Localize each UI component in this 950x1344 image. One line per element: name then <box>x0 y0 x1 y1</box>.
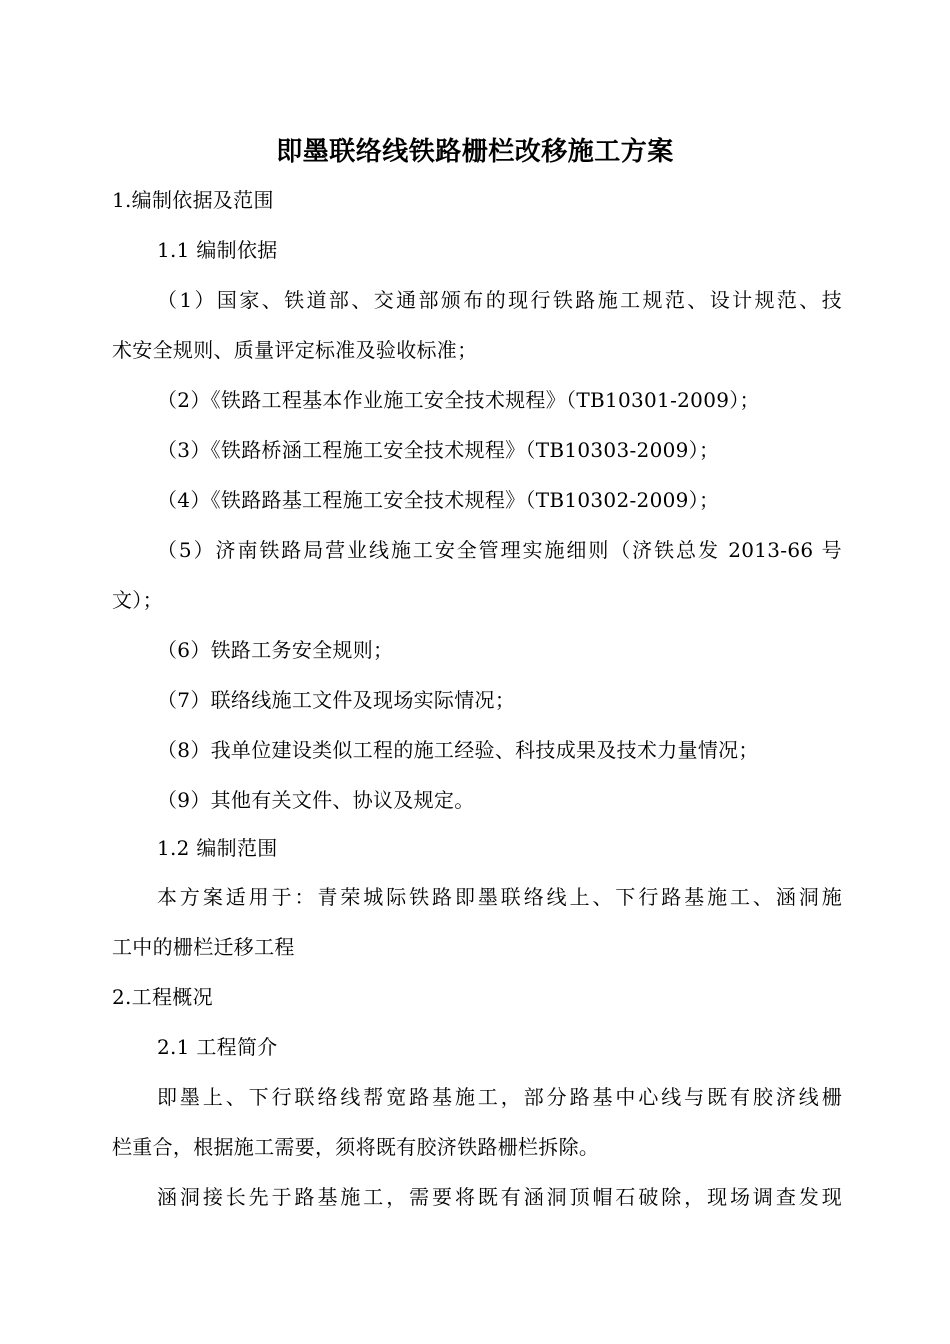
paragraph-line: 术安全规则、质量评定标准及验收标准； <box>112 338 478 362</box>
document-title: 即墨联络线铁路栅栏改移施工方案 <box>276 137 674 167</box>
paragraph-line: （4）《铁路路基工程施工安全技术规程》（TB10302-2009）； <box>157 488 720 512</box>
subsection-heading-2-1: 2.1 工程简介 <box>157 1035 278 1059</box>
section-heading-2: 2.工程概况 <box>112 985 213 1009</box>
paragraph-line: （6）铁路工务安全规则； <box>157 638 394 662</box>
paragraph-line: （5）济南铁路局营业线施工安全管理实施细则（济铁总发 2013-66 号 <box>157 538 842 562</box>
subsection-heading-1-1: 1.1 编制依据 <box>157 238 278 262</box>
paragraph-line: （2）《铁路工程基本作业施工安全技术规程》（TB10301-2009）； <box>157 388 760 412</box>
paragraph-line: 栏重合，根据施工需要，须将既有胶济铁路栅栏拆除。 <box>112 1135 600 1159</box>
subsection-heading-1-2: 1.2 编制范围 <box>157 836 278 860</box>
paragraph-line: 文）； <box>112 588 163 612</box>
paragraph-line: 工中的栅栏迁移工程 <box>112 935 295 959</box>
paragraph-line: （7）联络线施工文件及现场实际情况； <box>157 688 516 712</box>
paragraph-line: 即墨上、下行联络线帮宽路基施工，部分路基中心线与既有胶济线栅 <box>157 1085 842 1109</box>
paragraph-line: （8）我单位建设类似工程的施工经验、科技成果及技术力量情况； <box>157 738 759 762</box>
paragraph-line: （3）《铁路桥涵工程施工安全技术规程》（TB10303-2009）； <box>157 438 720 462</box>
section-heading-1: 1.编制依据及范围 <box>112 188 274 212</box>
paragraph-line: （9）其他有关文件、协议及规定。 <box>157 788 475 812</box>
paragraph-line: （1）国家、铁道部、交通部颁布的现行铁路施工规范、设计规范、技 <box>157 288 842 312</box>
paragraph-line: 涵洞接长先于路基施工，需要将既有涵洞顶帽石破除，现场调查发现 <box>157 1185 842 1209</box>
paragraph-line: 本方案适用于：青荣城际铁路即墨联络线上、下行路基施工、涵洞施 <box>157 885 842 909</box>
